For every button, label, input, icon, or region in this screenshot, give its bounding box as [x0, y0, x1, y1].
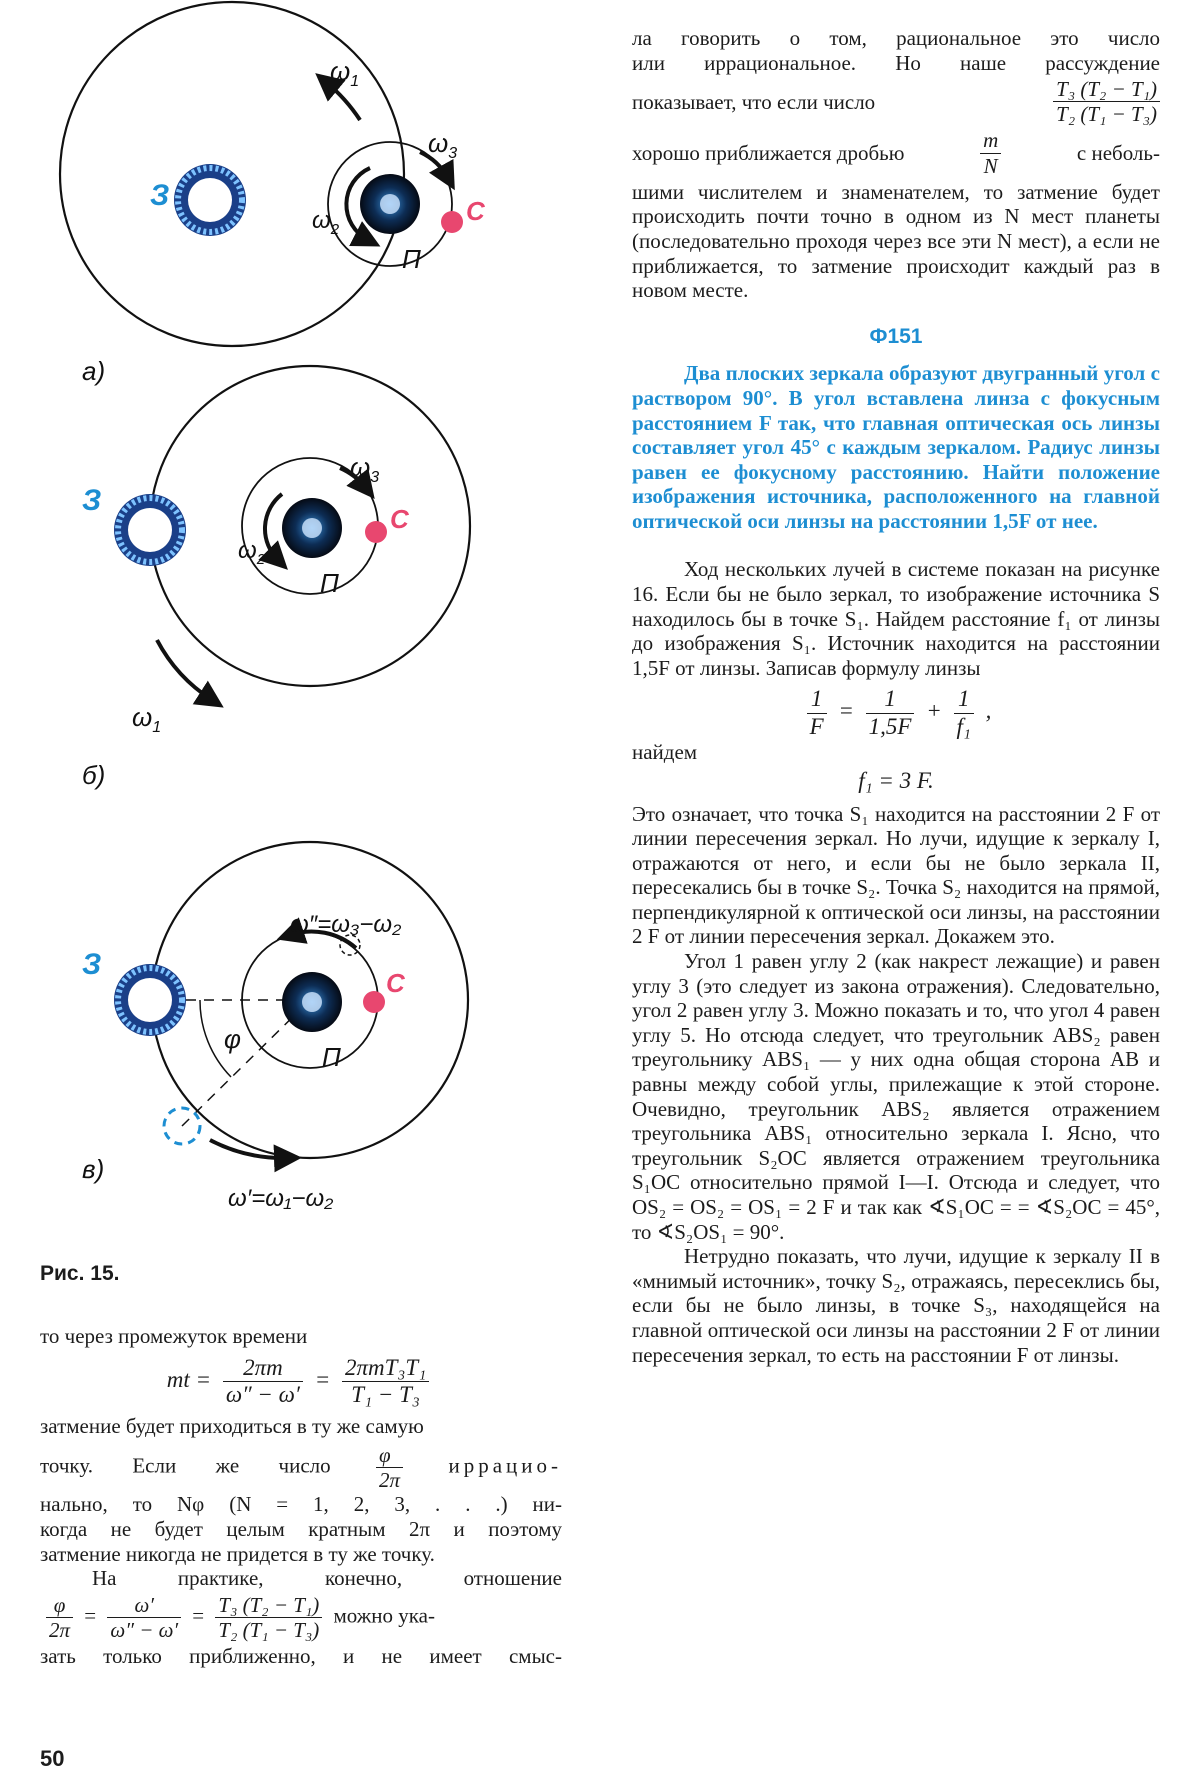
- planet-b: [282, 498, 342, 558]
- c-label-b: С: [390, 504, 409, 534]
- left-p3-b: зать только приближенно, и не имеет смыс-: [40, 1644, 562, 1668]
- planet-c: [282, 972, 342, 1032]
- omega-d-label: ω′=ω₁−ω₂: [228, 1185, 334, 1212]
- right-column: [632, 26, 1160, 1367]
- equation-mt: mt = $\frac{2\pi m}{\omega'' - \omega'}$ = $\frac{\text{2πmT₃T₁}}{\text{T₁ − T₃}}$: [40, 1355, 562, 1409]
- left-p3-a: На практике, конечно, отношение: [92, 1566, 562, 1591]
- svg-text:ω3: $\omega_3$: [428, 128, 458, 162]
- sun-a: [174, 164, 246, 236]
- omega-dd-label: ω″=ω₃−ω₂: [290, 911, 402, 938]
- right-t3: показывает, что если число $\frac{\text{T₃ (T₂ − T₁)}}{\text{T₂ (T₁ − T₃)}}$: [632, 77, 1160, 126]
- left-p2-d: когда не будет целым кратным 2π и поэтому: [40, 1516, 562, 1541]
- panel-c-diagram: [82, 842, 468, 1212]
- panel-a-label: а): [82, 356, 106, 386]
- lens-formula: $\frac{1}{F}$ = $\frac{1}{1,5F}$ + $\frac{1}{\text{f₁}}$ ,: [632, 686, 1160, 740]
- p-label-b: П: [320, 568, 339, 598]
- right-t1: ла говорить о том, рациональное это число: [632, 26, 1160, 50]
- panel-b-label: б): [82, 760, 106, 790]
- figure-15: [20, 0, 580, 1240]
- panel-c-label: в): [82, 1154, 105, 1184]
- left-column: [40, 1324, 562, 1669]
- svg-text:ω1: $\omega_1$: [132, 702, 162, 736]
- right-t2: или иррациональное. Но наше рассуждение: [632, 50, 1160, 75]
- right-t4: хорошо приближается дробью $\frac{m}{N}$ с неболь-: [632, 128, 1160, 178]
- p-label-c: П: [322, 1042, 341, 1072]
- solution-p1: Ход нескольких лучей в системе показан на рисунке 16. Если бы не было зеркал, то изображение источника S находилось бы в точке S₁. Найдем расстояние f₁ от линзы до изображения S₁. Источник находится на расстоянии 1,5F от линзы. Записав формулу линзы: [632, 557, 1160, 680]
- earth-label-c: З: [82, 948, 102, 981]
- equation-ratio: $\frac{\varphi}{2\pi}$ = $\frac{\omega'}{\omega'' - \omega'}$ = $\frac{\text{T₃ (T₂ − T₁)}}{\text{T₂ (T₁ − T₃)}}$ можно ука-: [40, 1593, 562, 1642]
- c-label-a: С: [466, 196, 485, 226]
- figure-caption: Рис. 15.: [40, 1262, 120, 1285]
- right-t5: шими числителем и знаменателем, то затмение будет происходить почти точно в одном из N мест планеты (последовательно проходя через все эти N мест), а если не приближается, то затмение происходит каждый раз в новом месте.: [632, 179, 1160, 303]
- arrow-omega1-b: [157, 640, 212, 700]
- left-p2-c: нально, то Nφ (N = 1, 2, 3, . . .) ни-: [40, 1492, 562, 1517]
- page-number: 50: [40, 1746, 65, 1771]
- point-c-c: [363, 991, 385, 1013]
- p-label-a: П: [402, 244, 421, 274]
- c-label-c: С: [386, 968, 405, 998]
- panel-b-diagram: [82, 366, 470, 790]
- svg-text:ω1: $\omega_1$: [330, 56, 360, 90]
- svg-text:ω2: $\omega_2$: [238, 537, 266, 568]
- solution-p2: Это означает, что точка S₁ находится на расстоянии 2 F от линии пересечения зеркал. Но лучи, идущие к зеркалу I, отражаются от него, и если бы не было зеркала II, пересекались бы в точке S₂. Точка S₂ находится на прямой, перпендикулярной к оптической оси линзы, на расстоянии 2 F от линии пересечения зеркал. Докажем это.: [632, 801, 1160, 949]
- svg-text:ω2: $\omega_2$: [312, 207, 340, 238]
- left-p2-e: затмение никогда не придется в ту же точку.: [40, 1541, 435, 1566]
- problem-number: Ф151: [869, 324, 923, 348]
- solution-p4: Нетрудно показать, что лучи, идущие к зеркалу II в «мнимый источник», точку S₂, отражаясь, пересеклись бы, если бы не было линзы, в точке S₃, находящейся на главной оптической оси линзы на расстоянии 2 F от линии пересечения зеркал, то есть на расстоянии F от линзы.: [632, 1244, 1160, 1367]
- left-p2-a: затмение будет приходиться в ту же самую: [40, 1414, 424, 1439]
- f1-equation: f₁ = 3 F.: [858, 767, 934, 793]
- planet-a: [360, 174, 420, 234]
- earth-label-a: З: [150, 179, 170, 212]
- point-c-a: [441, 211, 463, 233]
- earth-label-b: З: [82, 484, 102, 517]
- svg-text:ω3: $\omega_3$: [350, 452, 380, 486]
- panel-a-diagram: [60, 2, 486, 386]
- solution-naidem: найдем: [632, 740, 698, 765]
- left-p2-b: точку. Если же число $\frac{\varphi}{2\pi}$ иррацио-: [40, 1443, 562, 1493]
- phi-label: φ: [224, 1024, 241, 1054]
- arrow-omega2-b: [265, 494, 282, 560]
- left-intro: то через промежуток времени: [40, 1324, 308, 1348]
- point-c-b: [365, 521, 387, 543]
- problem-text: Два плоских зеркала образуют двугранный угол с раствором 90°. В угол вставлена линза с фокусным расстоянием F так, что главная оптическая ось линзы составляет угол 45° с каждым зеркалом. Радиус линзы равен ее фокусному расстоянию. Найти положение изображения источника, расположенного на главной оптической оси линзы на расстоянии 1,5F от нее.: [632, 361, 1160, 533]
- sun-c: [114, 964, 186, 1036]
- solution-p3: Угол 1 равен углу 2 (как накрест лежащие) и равен углу 3 (это следует из закона отражения). Следовательно, угол 2 равен углу 3. Можно показать и то, что угол 4 равен углу 5. Но отсюда следует, что треугольник ABS₂ равен треугольнику ABS₁ — у них одна общая сторона AB и равны между собой углы, прилежащие к этой стороне. Очевидно, треугольник ABS₂ является отражением треугольника ABS₁ относительно зеркала I. Ясно, что треугольник S₂OC является отражением треугольника S₁OC относительно прямой I—I. Отсюда и следует, что OS₂ = OS₂ = OS₁ = 2 F и так как ∢S₁OC = = ∢S₂OC = 45°, то ∢S₂OS₁ = 90°.: [632, 949, 1160, 1244]
- sun-b: [114, 494, 186, 566]
